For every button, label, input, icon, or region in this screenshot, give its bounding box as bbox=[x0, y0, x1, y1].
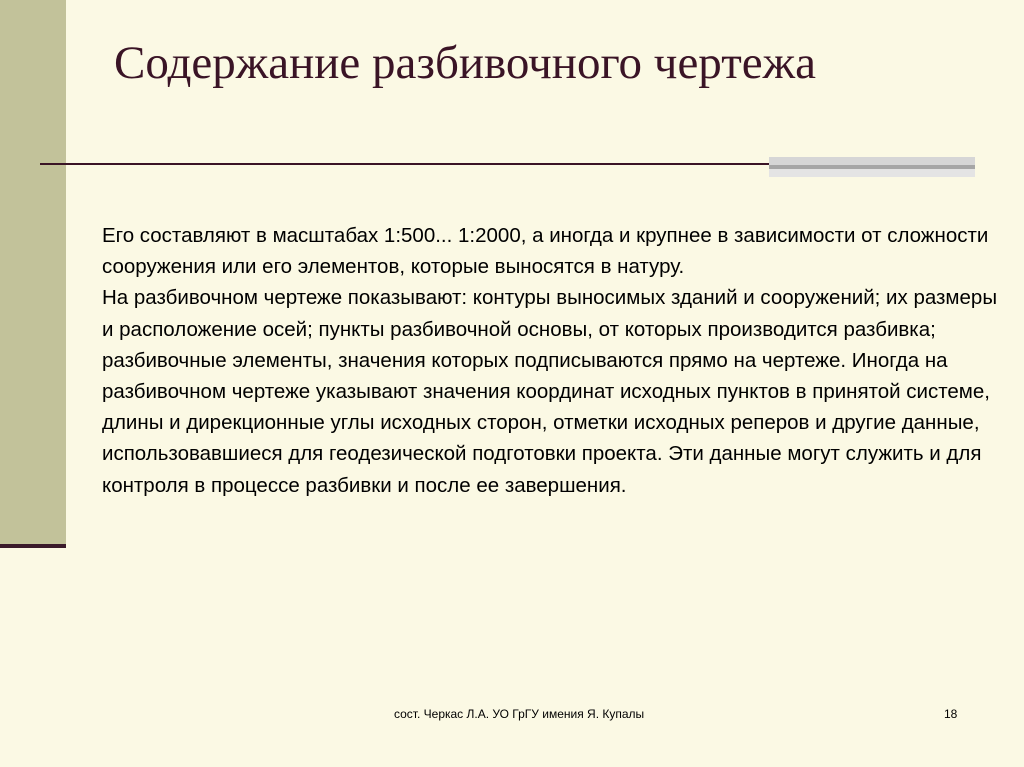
side-bar-decoration bbox=[0, 0, 66, 546]
title-accent-bar bbox=[769, 157, 975, 177]
body-paragraph-contents: На разбивочном чертеже показывают: контуры выносимых зданий и сооружений; их размеры и расположение осей; пункты разбивочной основы, от которых производится разбивка; разбивочные элементы, значения которых подписываются прямо на чертеже. Иногда на разбивочном чертеже указывают значения координат исходных пунктов в принятой системе, длины и дирекционные углы исходных сторон, отметки исходных реперов и другие данные, использовавшиеся для геодезической подготовки проекта. Эти данные могут служить и для контроля в процессе разбивки и после ее завершения. bbox=[102, 286, 998, 497]
title-underline bbox=[40, 163, 810, 165]
side-bar-rule bbox=[0, 544, 66, 548]
slide-footer: сост. Черкас Л.А. УО ГрГУ имения Я. Купалы bbox=[394, 707, 645, 721]
slide-title: Содержание разбивочного чертежа bbox=[114, 37, 816, 89]
body-paragraph-scale: Его составляют в масштабах 1:500... 1:2000, а иногда и крупнее в зависимости от сложности сооружения или его элементов, которые выносятся в натуру. bbox=[102, 224, 989, 279]
page-number: 18 bbox=[944, 707, 958, 721]
slide-body bbox=[102, 220, 1014, 501]
